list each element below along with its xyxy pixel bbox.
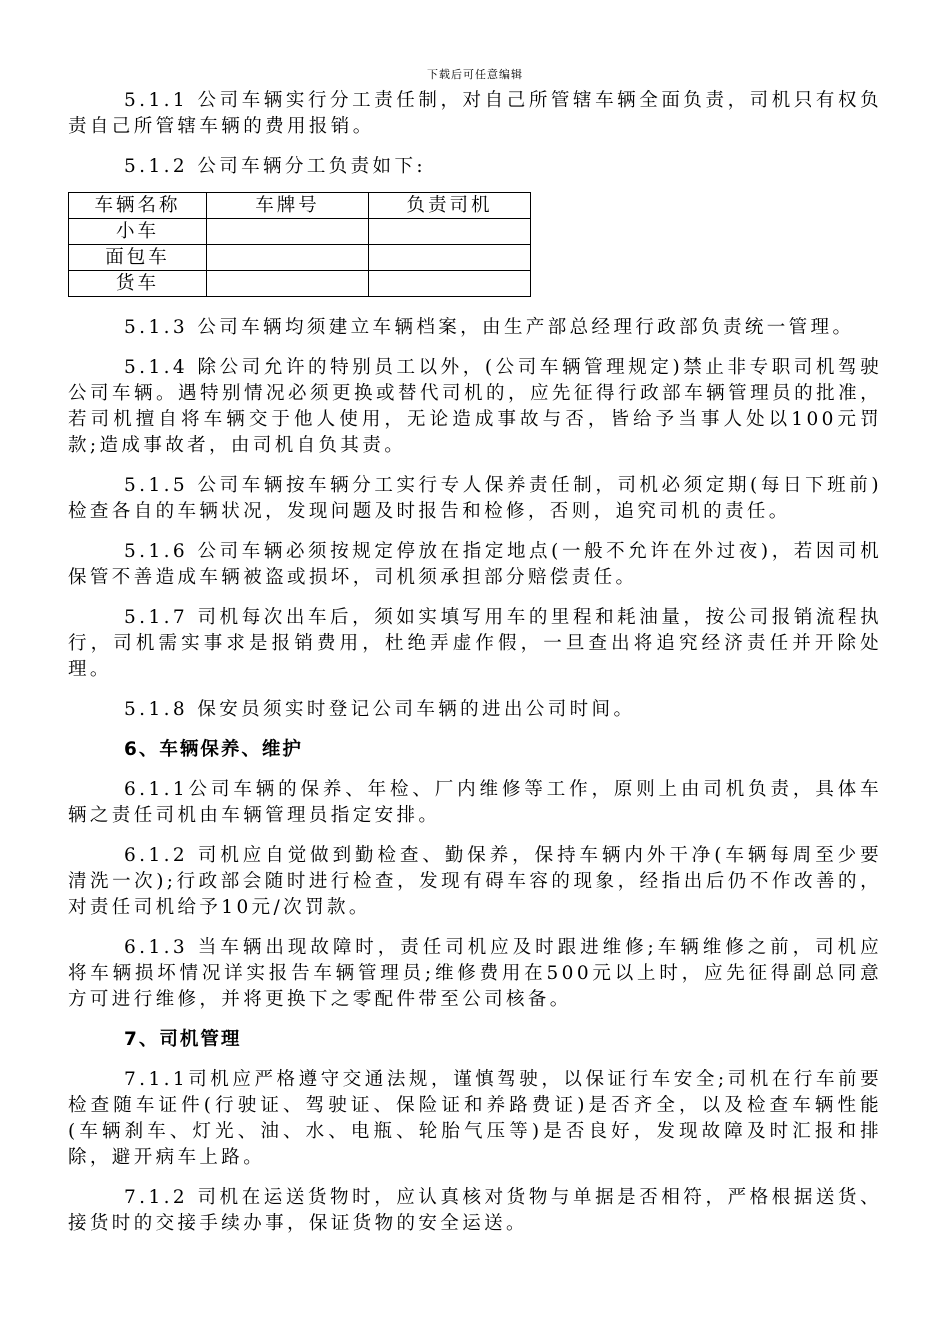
clause-6-1-3: 6.1.3 当车辆出现故障时，责任司机应及时跟进维修;车辆维修之前，司机应将车辆损坏情况详实报告车辆管理员;维修费用在500元以上时，应先征得副总同意方可进行维修，并将更换下之零配件带至公司核备。 [68, 937, 882, 1010]
clause-5-1-6: 5.1.6 公司车辆必须按规定停放在指定地点(一般不允许在外过夜)，若因司机保管不善造成车辆被盗或损坏，司机须承担部分赔偿责任。 [68, 541, 882, 588]
table-cell: 面包车 [69, 245, 207, 271]
column-header-plate-number: 车牌号 [207, 193, 369, 219]
clause-6-1-1: 6.1.1公司车辆的保养、年检、厂内维修等工作，原则上由司机负责，具体车辆之责任司机由车辆管理员指定安排。 [68, 779, 882, 826]
clause-5-1-8: 5.1.8 保安员须实时登记公司车辆的进出公司时间。 [124, 699, 636, 720]
clause-5-1-1: 5.1.1 公司车辆实行分工责任制，对自己所管辖车辆全面负责，司机只有权负责自己所管辖车辆的费用报销。 [68, 90, 882, 137]
table-cell [207, 271, 369, 297]
column-header-vehicle-name: 车辆名称 [69, 193, 207, 219]
table-cell [369, 219, 531, 245]
clause-5-1-7: 5.1.7 司机每次出车后，须如实填写用车的里程和耗油量，按公司报销流程执行，司机需实事求是报销费用，杜绝弄虚作假，一旦查出将追究经济责任并开除处理。 [68, 607, 882, 680]
table-cell [369, 245, 531, 271]
column-header-driver: 负责司机 [369, 193, 531, 219]
page-header: 下载后可任意编辑 [427, 68, 523, 81]
table-cell: 小车 [69, 219, 207, 245]
table-cell [369, 271, 531, 297]
table-cell [207, 219, 369, 245]
clause-7-1-2: 7.1.2 司机在运送货物时，应认真核对货物与单据是否相符，严格根据送货、接货时的交接手续办事，保证货物的安全运送。 [68, 1187, 882, 1234]
clause-5-1-5: 5.1.5 公司车辆按车辆分工实行专人保养责任制，司机必须定期(每日下班前)检查各自的车辆状况，发现问题及时报告和检修，否则，追究司机的责任。 [68, 475, 882, 522]
table-row [69, 245, 531, 271]
clause-7-1-1: 7.1.1司机应严格遵守交通法规，谨慎驾驶，以保证行车安全;司机在行车前要检查随车证件(行驶证、驾驶证、保险证和养路费证)是否齐全，以及检查车辆性能(车辆刹车、灯光、油、水、电瓶、轮胎气压等)是否良好，发现故障及时汇报和排除，避开病车上路。 [68, 1069, 882, 1168]
clause-5-1-2: 5.1.2 公司车辆分工负责如下: [124, 156, 426, 177]
clause-6-1-2: 6.1.2 司机应自觉做到勤检查、勤保养，保持车辆内外干净(车辆每周至少要清洗一次);行政部会随时进行检查，发现有碍车容的现象，经指出后仍不作改善的，对责任司机给予10元/次罚款。 [68, 845, 882, 918]
section-heading-6: 6、车辆保养、维护 [124, 739, 303, 760]
vehicle-assignment-table [68, 192, 531, 297]
table-row [69, 271, 531, 297]
table-row [69, 219, 531, 245]
clause-5-1-3: 5.1.3 公司车辆均须建立车辆档案，由生产部总经理行政部负责统一管理。 [124, 317, 855, 338]
table-cell [207, 245, 369, 271]
table-cell: 货车 [69, 271, 207, 297]
section-heading-7: 7、司机管理 [124, 1029, 242, 1050]
table-header-row [69, 193, 531, 219]
document-body [68, 88, 882, 1251]
clause-5-1-4: 5.1.4 除公司允许的特别员工以外，(公司车辆管理规定)禁止非专职司机驾驶公司车辆。遇特别情况必须更换或替代司机的，应先征得行政部车辆管理员的批准，若司机擅自将车辆交于他人使用，无论造成事故与否，皆给予当事人处以100元罚款;造成事故者，由司机自负其责。 [68, 357, 882, 456]
